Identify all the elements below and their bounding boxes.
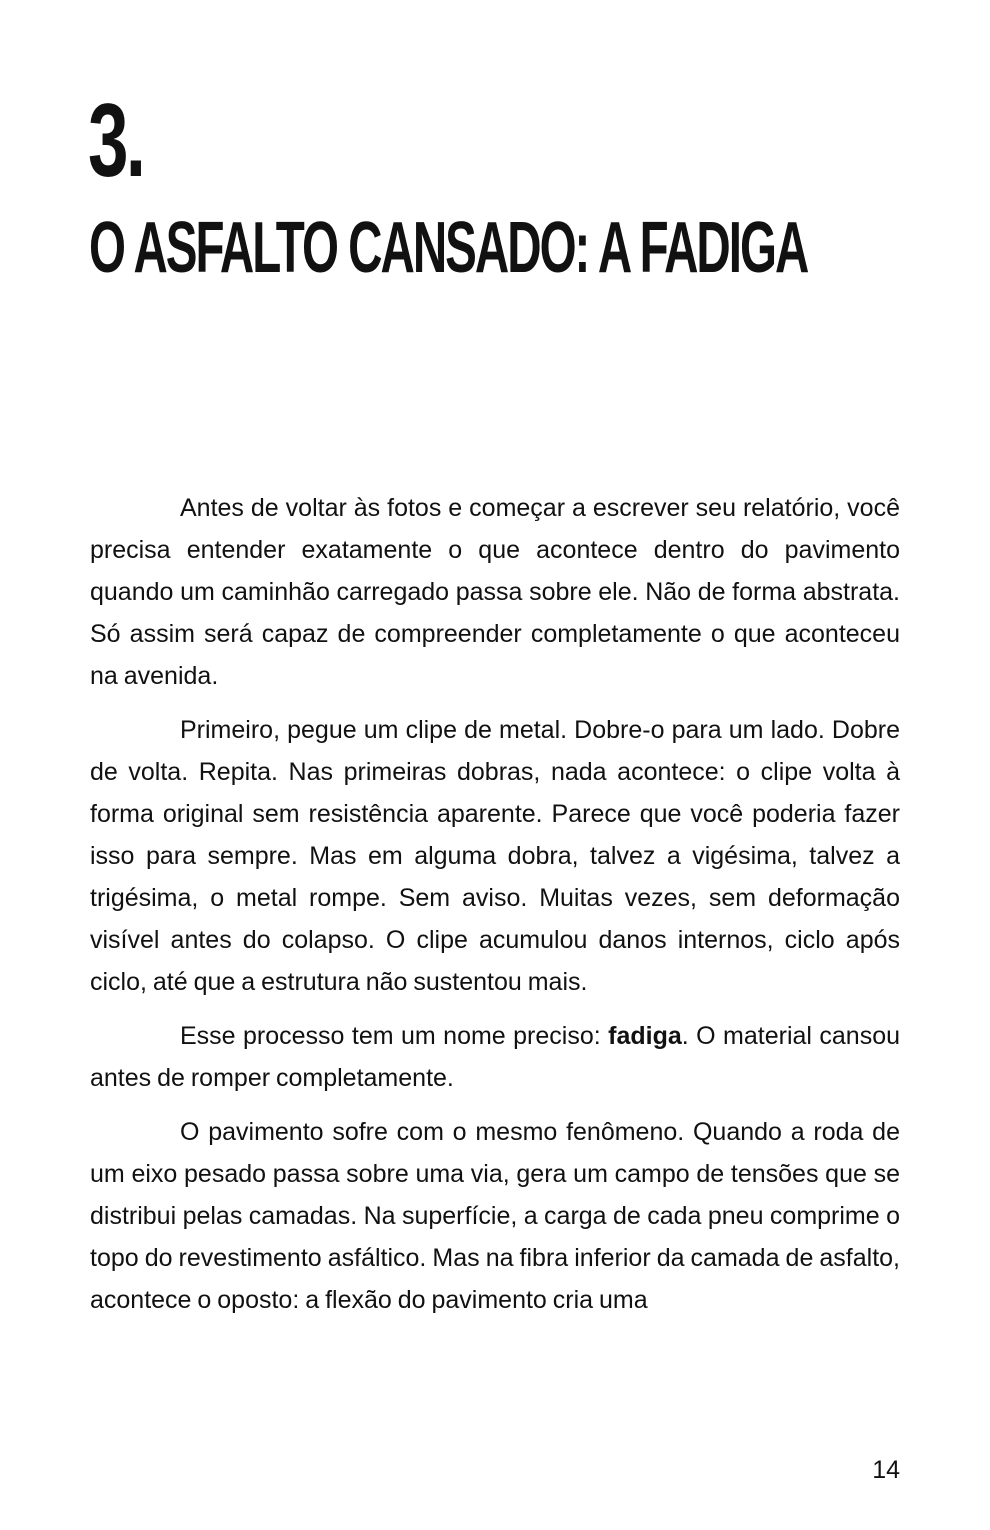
paragraph-4: O pavimento sofre com o mesmo fenômeno. Quando a roda de um eixo pesado passa sobre uma via, gera um campo de tensões que se distribui pelas camadas. Na superfície, a carga de cada pneu comprime o topo do revestimento asfáltico. Mas na fibra inferior da camada de asfalto, acontece o oposto: a flexão do pavimento cria uma bbox=[90, 1118, 900, 1314]
chapter-title: O ASFALTO CANSADO: A FADIGA bbox=[89, 208, 808, 288]
chapter-number: 3. bbox=[88, 83, 144, 199]
body-text bbox=[90, 487, 900, 1333]
paragraph-3-before: Esse processo tem um nome preciso: bbox=[180, 1022, 609, 1050]
fadiga-term: fadiga bbox=[608, 1022, 682, 1050]
paragraph-1: Antes de voltar às fotos e começar a escrever seu relatório, você precisa entender exatamente o que acontece dentro do pavimento quando um caminhão carregado passa sobre ele. Não de forma abstrata. Só assim será capaz de compreender completamente o que aconteceu na avenida. bbox=[90, 494, 900, 690]
paragraph-3 bbox=[90, 1015, 900, 1099]
page-number: 14 bbox=[872, 1456, 900, 1484]
paragraph-2: Primeiro, pegue um clipe de metal. Dobre-o para um lado. Dobre de volta. Repita. Nas primeiras dobras, nada acontece: o clipe volta à forma original sem resistência aparente. Parece que você poderia fazer isso para sempre. Mas em alguma dobra, talvez a vigésima, talvez a trigésima, o metal rompe. Sem aviso. Muitas vezes, sem deformação visível antes do colapso. O clipe acumulou danos internos, ciclo após ciclo, até que a estrutura não sustentou mais. bbox=[90, 716, 900, 996]
paragraph-3-after: . O material cansou antes de romper completamente. bbox=[90, 1022, 901, 1092]
